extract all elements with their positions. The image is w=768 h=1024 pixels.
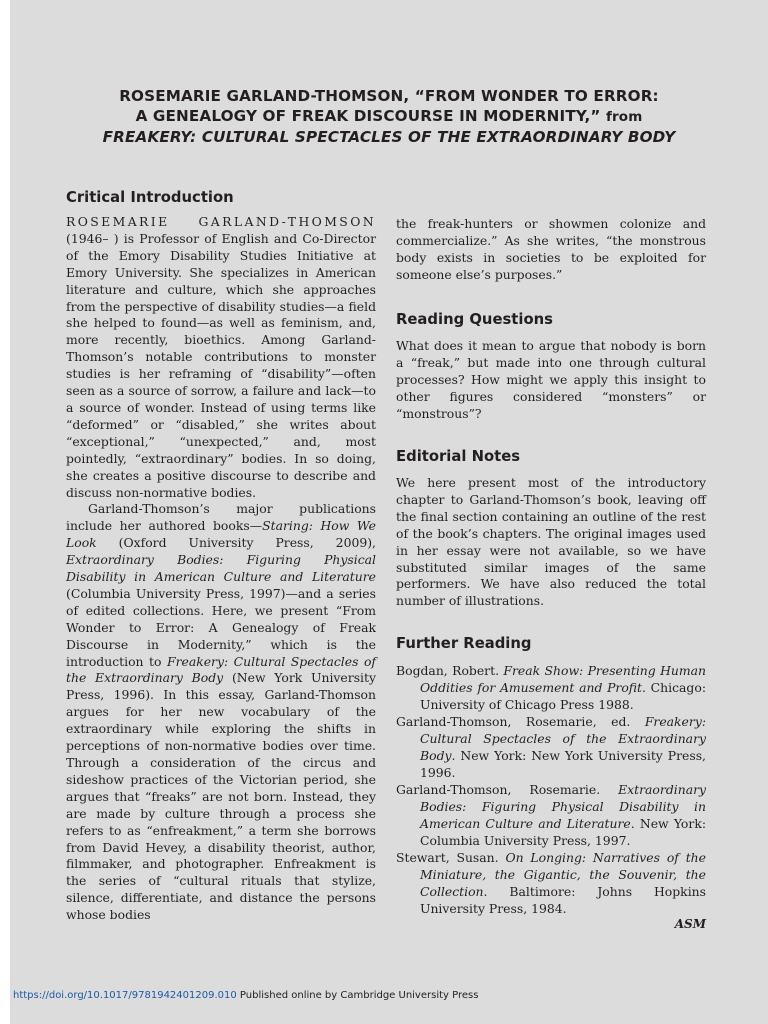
ref-author: Stewart, Susan. (396, 850, 506, 865)
chapter-title (10, 86, 768, 147)
editorial-notes-text: We here present most of the introductory chapter to Garland-Thomson’s book, leaving off the final section containing an outline of the rest of the book’s chapters. The original images used in her essay were not available, so we have substituted similar images of the same performers. We have also reduced the total number of illustrations. (396, 475, 706, 609)
title-line-2 (10, 106, 768, 127)
intro-p2-title-extraordinary: Extraordinary Bodies: Figuring Physical Disability in American Culture and Literature (66, 552, 376, 585)
further-reading-list (396, 662, 706, 933)
editorial-notes-heading: Editorial Notes (396, 448, 521, 465)
ref-title: On Longing: Narratives of the Miniature, the Gigantic, the Souvenir, the Collection (420, 850, 706, 899)
critical-introduction-heading: Critical Introduction (66, 189, 234, 206)
ref-title: Extraordinary Bodies: Figuring Physical Disability in American Culture and Literature (420, 782, 706, 831)
ref-publisher: . New York: Columbia University Press, 1997. (420, 816, 707, 848)
intro-p2-d: (New York University Press, 1996). In this essay, Garland-Thomson argues for her new vocabulary of the extraordinary while exploring the shifts in perceptions of non-normative bodies over time. Through a consideration of the circus and sideshow practices of the Victorian period, she argues that “freaks” are not born. Instead, they are made by culture through a process she refers to as “enfreakment,” a term she borrows from David Hevey, a disability theorist, author, filmmaker, and photographer. Enfreakment is the series of “cultural rituals that stylize, silence, differentiate, and distance the persons whose bodies (66, 670, 376, 923)
ref-title: Freakery: Cultural Spectacles of the Extraordinary Body (420, 714, 706, 763)
intro-p1-text: (1946– ) is Professor of English and Co-Director of the Emory Disability Studies Initiative at Emory University. She specializes in American literature and culture, which she approaches from the perspective of disability studies—a field she helped to found—as well as feminism, and, more recently, bioethics. Among Garland-Thomson’s notable contributions to monster studies is her reframing of “disability”—often seen as a source of sorrow, a failure and lack—to a source of wonder. Instead of using terms like “deformed” or “disabled,” she writes about “exceptional,” “unexpected,” and, most pointedly, “extraordinary” bodies. In so doing, she creates a positive discourse to describe and discuss non-normative bodies. (66, 230, 376, 500)
intro-p2-c: (Columbia University Press, 1997)—and a series of edited collections. Here, we present “From Wonder to Error: A Genealogy of Freak Discourse in Modernity,” which is the introduction to (66, 585, 376, 669)
reading-questions-text: What does it mean to argue that nobody is born a “freak,” but made into one through cultural processes? How might we apply this insight to other figures considered “monsters” or “monstrous”? (396, 338, 706, 421)
intro-p2-title-staring: Staring: How We Look (66, 518, 376, 551)
reading-questions-heading: Reading Questions (396, 311, 553, 328)
ref-author: Garland-Thomson, Rosemarie, ed. (396, 714, 645, 729)
footer-published-text: Published online by Cambridge University Press (236, 990, 479, 1001)
doi-link[interactable]: https://doi.org/10.1017/9781942401209.010 (13, 990, 237, 1001)
ref-publisher: . New York: New York University Press, 1996. (420, 748, 706, 780)
ref-publisher: . Chicago: University of Chicago Press 1988. (420, 680, 706, 712)
reference-item (396, 849, 706, 917)
title-from-word: from (605, 109, 643, 125)
intro-p2-title-freakery: Freakery: Cultural Spectacles of the Extraordinary Body (66, 653, 376, 686)
reference-item (396, 713, 706, 781)
reference-item (396, 781, 706, 849)
intro-paragraph-1 (66, 214, 376, 501)
ref-title: Freak Show: Presenting Human Oddities for Amusement and Profit (420, 663, 706, 695)
intro-paragraph-2-continued: the freak-hunters or showmen colonize and commercialize.” As she writes, “the monstrous body exists in societies to be exploited for someone else’s purposes.” (396, 216, 706, 282)
intro-p2-a: Garland-Thomson’s major publications include her authored books— (66, 501, 376, 534)
title-book-name: FREAKERY: CULTURAL SPECTACLES OF THE EXTRAORDINARY BODY (102, 128, 676, 146)
page-footer (13, 990, 478, 1001)
ref-author: Garland-Thomson, Rosemarie. (396, 782, 619, 797)
book-page (10, 0, 768, 1024)
title-line-2-text: A GENEALOGY OF FREAK DISCOURSE IN MODERNITY,” (135, 107, 601, 125)
title-line-1: ROSEMARIE GARLAND-THOMSON, “FROM WONDER TO ERROR: (119, 87, 659, 105)
ref-author: Bogdan, Robert. (396, 663, 504, 678)
right-column-continuation (396, 216, 706, 284)
editor-initials: ASM (674, 917, 706, 931)
ref-publisher: . Baltimore: Johns Hopkins University Press, 1984. (420, 884, 706, 916)
further-reading-heading: Further Reading (396, 635, 532, 652)
title-line-3 (10, 127, 768, 147)
left-column (66, 214, 376, 924)
author-name-caps: ROSEMARIE GARLAND-THOMSON (66, 214, 376, 229)
intro-p2-b: (Oxford University Press, 2009), (96, 535, 376, 551)
intro-paragraph-2 (66, 501, 376, 924)
reference-item (396, 662, 706, 713)
